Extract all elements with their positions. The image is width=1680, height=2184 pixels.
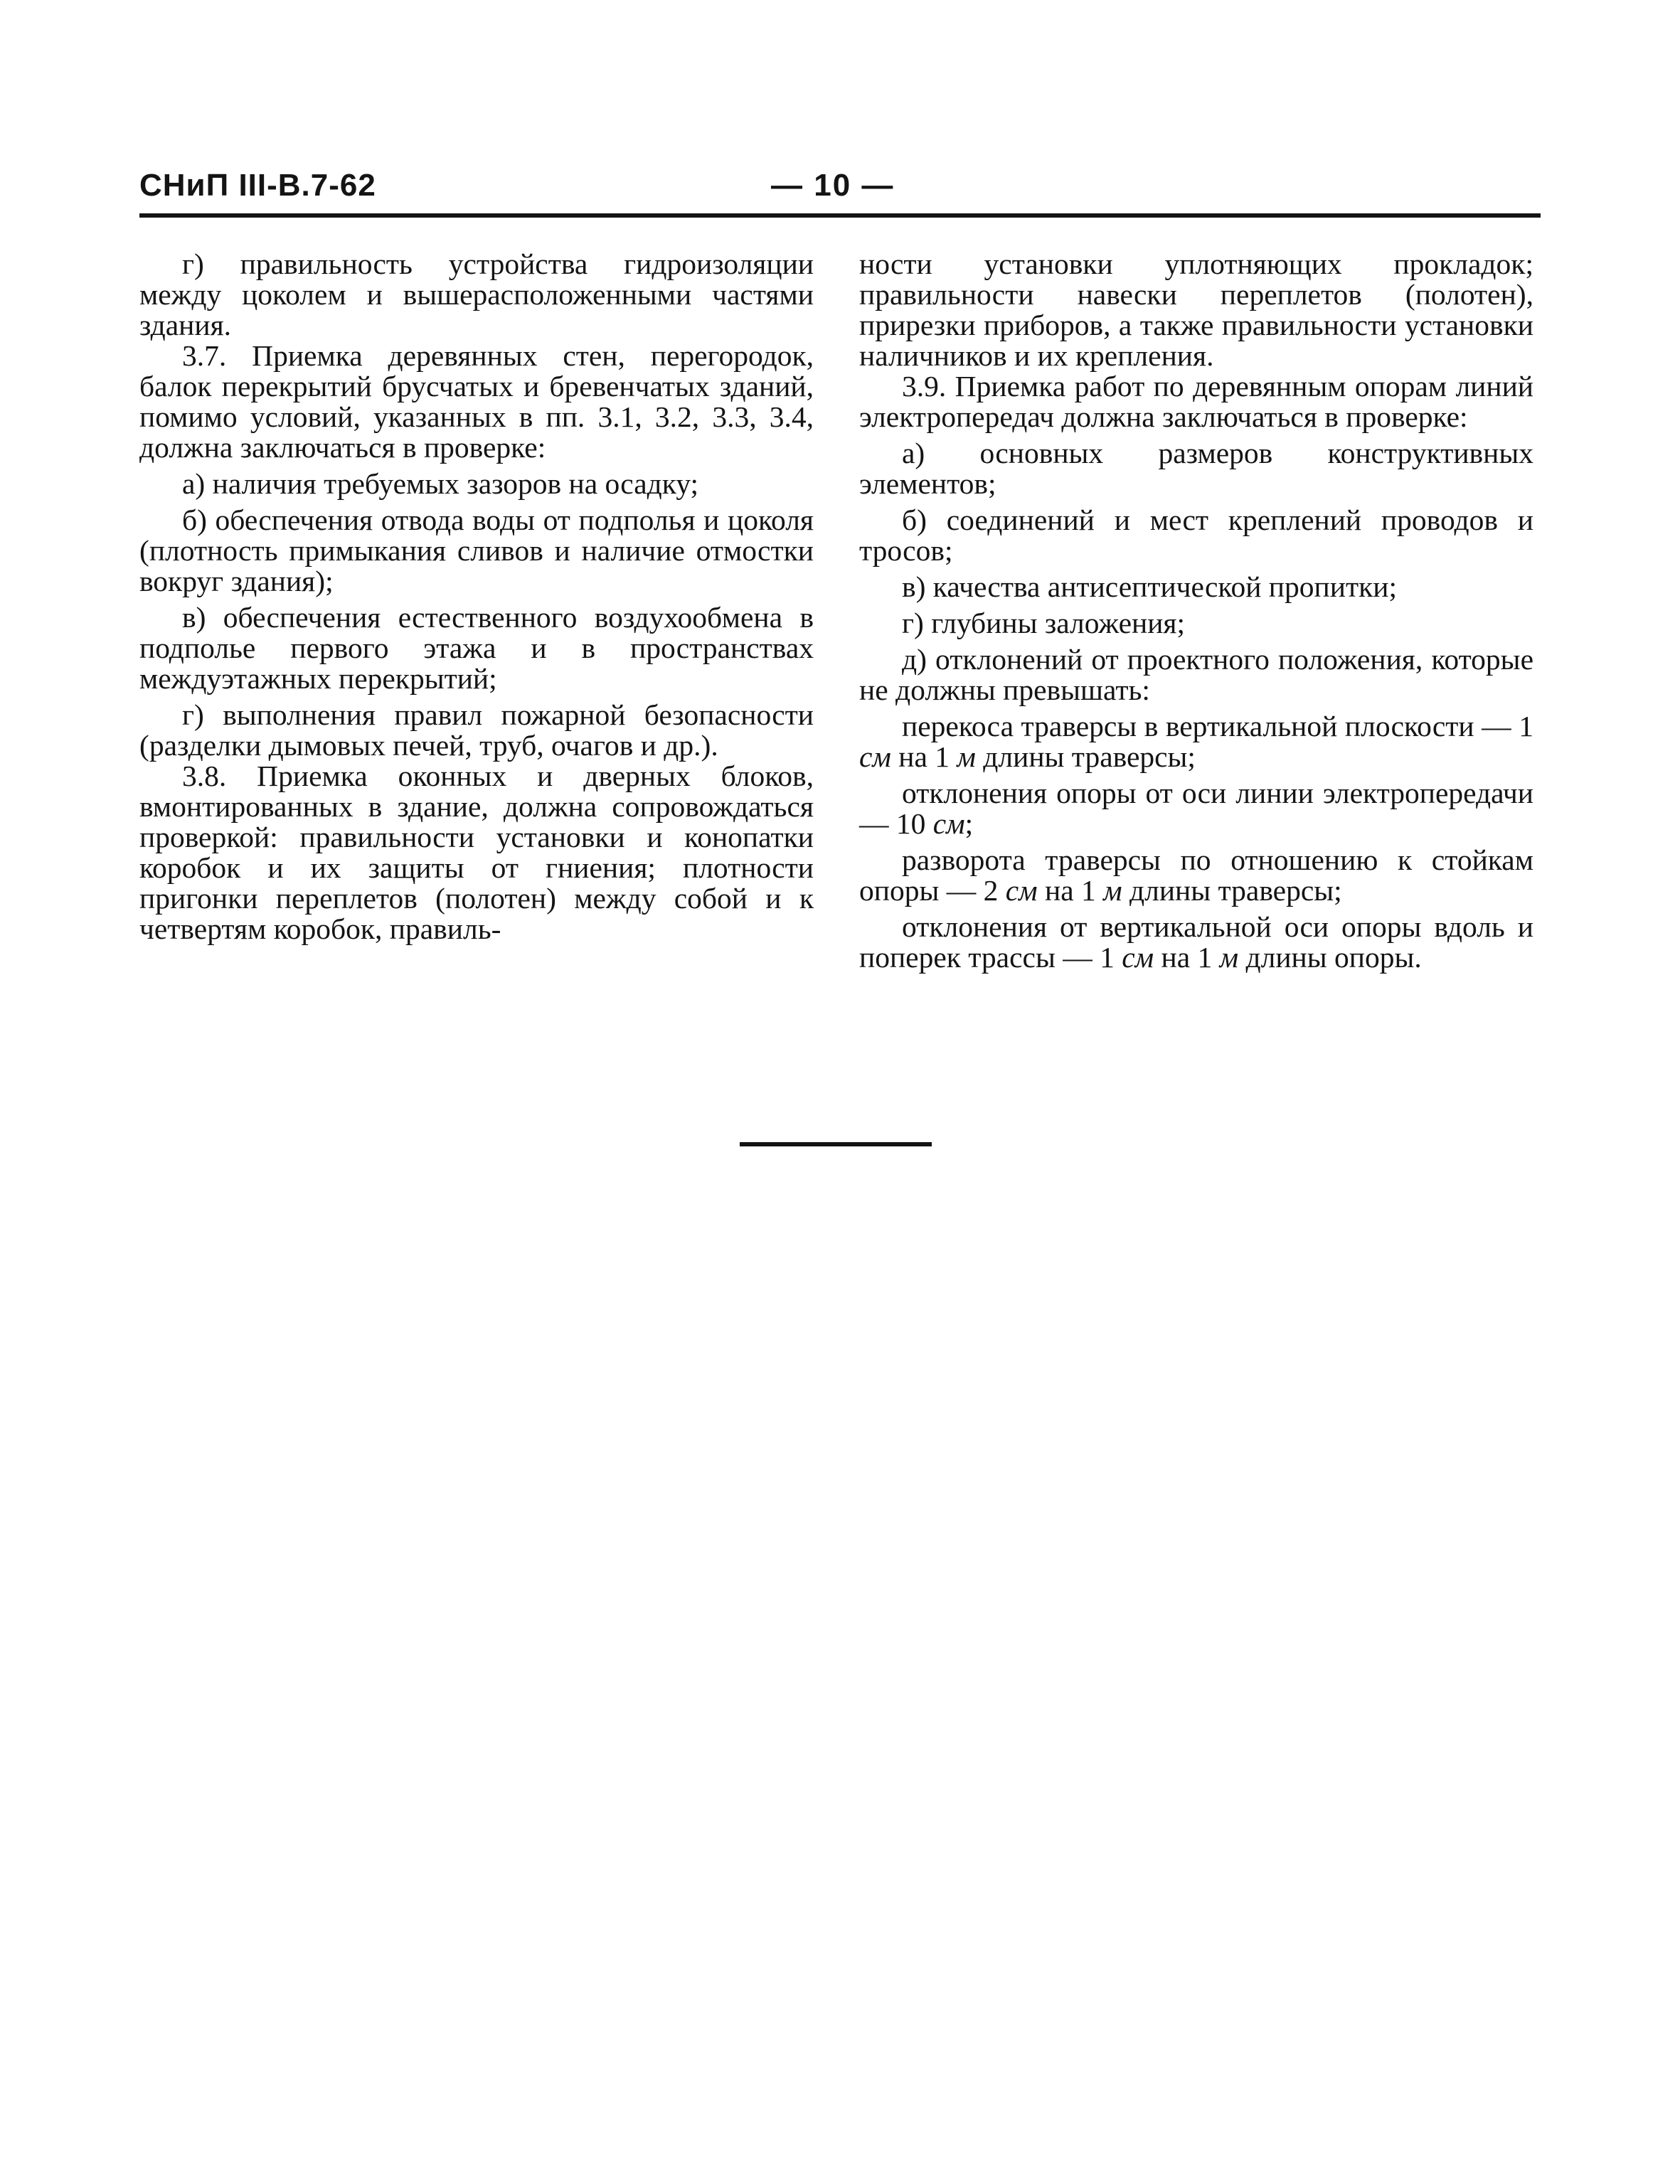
paragraph: г) правильность устройства гидроизоляции между цоколем и вышерасположенными частями здания. xyxy=(139,247,814,341)
text: на 1 xyxy=(1154,941,1220,974)
page-number: — 10 — xyxy=(771,168,895,203)
unit: см xyxy=(859,740,891,773)
header-rule xyxy=(139,213,1541,218)
text: на 1 xyxy=(1037,874,1104,907)
unit: см xyxy=(1005,874,1038,907)
unit: м xyxy=(1219,941,1239,974)
tolerance-item xyxy=(859,778,1533,839)
tolerance-item xyxy=(859,845,1533,906)
list-item: а) основных размеров конструктивных элементов; xyxy=(859,437,1533,500)
unit: см xyxy=(1122,941,1154,974)
unit: м xyxy=(1103,874,1122,907)
text: на 1 xyxy=(890,740,957,773)
list-item: г) глубины заложения; xyxy=(902,607,1186,639)
paragraph: ности установки уплотняющих прокладок; правильности навески переплетов (полотен), прирезки приборов, а также правильности установки наличников и их крепления. xyxy=(859,247,1533,372)
clause-text: Приемка деревянных стен, перегородок, балок перекрытий брусчатых и бревенчатых зданий, помимо условий, указанных в пп. 3.1, 3.2, 3.3, 3.4, должна заключаться в проверке: xyxy=(139,339,814,464)
text: ; xyxy=(964,807,974,840)
text: длины траверсы; xyxy=(1122,874,1342,907)
document-code: СНиП III-В.7-62 xyxy=(139,168,376,203)
clause-3-8 xyxy=(139,761,814,944)
list-item: в) качества антисептической пропитки; xyxy=(902,570,1397,603)
unit: м xyxy=(957,740,976,773)
left-column xyxy=(139,249,814,944)
text: отклонения от вертикальной оси опоры вдоль и поперек трассы — 1 xyxy=(859,910,1533,974)
clause-number: 3.8. xyxy=(182,760,227,792)
text: длины опоры. xyxy=(1238,941,1422,974)
list-item: г) выполнения правил пожарной безопасности (разделки дымовых печей, труб, очагов и др.). xyxy=(139,698,814,762)
clause-text: Приемка оконных и дверных блоков, вмонтированных в здание, должна сопровождаться проверкой: правильности установки и конопатки коробок и их защиты от гниения; плотности пригонки переплетов (полотен) между собой и к четвертям коробок, правиль- xyxy=(139,760,814,945)
tolerance-item xyxy=(859,711,1533,772)
end-rule xyxy=(740,1142,932,1146)
list-item: б) соединений и мест креплений проводов и тросов; xyxy=(859,504,1533,567)
clause-text: Приемка работ по деревянным опорам линий электропередач должна заключаться в проверке: xyxy=(859,370,1533,433)
text: отклонения опоры от оси линии электропередачи — 10 xyxy=(859,777,1533,840)
unit: см xyxy=(932,807,965,840)
text: разворота траверсы по отношению к стойкам опоры — 2 xyxy=(859,843,1533,907)
list-item: а) наличия требуемых зазоров на осадку; xyxy=(182,467,699,500)
clause-number: 3.9. xyxy=(902,370,947,403)
tolerance-item xyxy=(859,912,1533,973)
clause-3-9 xyxy=(859,371,1533,432)
right-column xyxy=(859,249,1533,973)
text: перекоса траверсы в вертикальной плоскости — 1 xyxy=(902,710,1533,742)
list-item: д) отклонений от проектного положения, которые не должны превышать: xyxy=(859,643,1533,706)
clause-3-7 xyxy=(139,341,814,463)
list-item: б) обеспечения отвода воды от подполья и цоколя (плотность примыкания сливов и наличие отмостки вокруг здания); xyxy=(139,504,814,597)
clause-number: 3.7. xyxy=(182,339,227,372)
text: длины траверсы; xyxy=(975,740,1196,773)
page-header xyxy=(139,168,1541,211)
list-item: в) обеспечения естественного воздухообмена в подполье первого этажа и в пространствах междуэтажных перекрытий; xyxy=(139,601,814,695)
